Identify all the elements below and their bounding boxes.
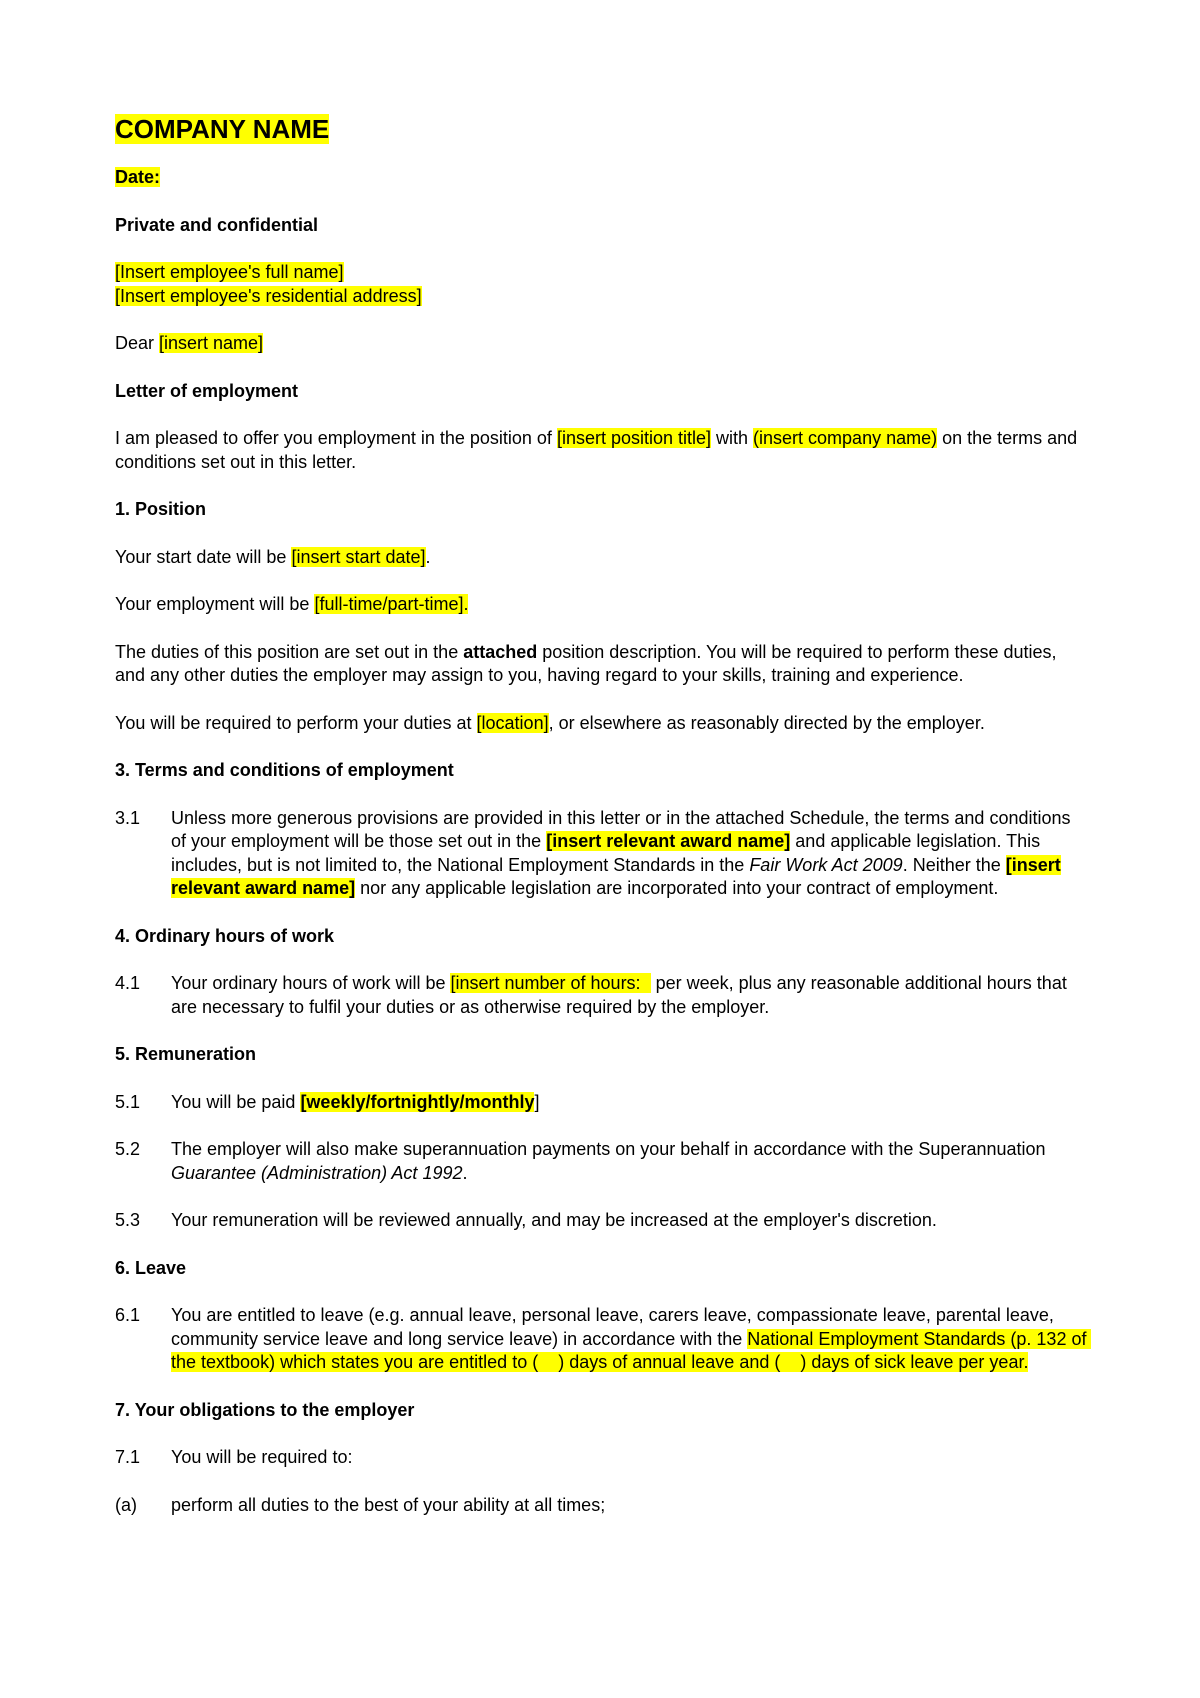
clause-5-3 — [115, 1209, 1090, 1233]
date-line: Date: — [115, 167, 161, 187]
clause-4-1 — [115, 972, 1090, 1019]
section-heading-leave: 6. Leave — [115, 1257, 187, 1278]
start-date-paragraph: Your start date will be [insert start date]. — [115, 546, 431, 567]
clause-5-1 — [115, 1091, 1090, 1115]
position-title-placeholder: [insert position title] — [556, 428, 712, 448]
section-heading-remuneration: 5. Remuneration — [115, 1044, 257, 1064]
clause-text: You will be required to: — [171, 1447, 353, 1467]
letter-title: Letter of employment — [115, 380, 299, 401]
clause-text: Your remuneration will be reviewed annually, and may be increased at the employer's discretion. — [171, 1210, 937, 1230]
award-name-placeholder: [insert relevant award name] — [546, 831, 791, 851]
company-name-placeholder: (insert company name) — [753, 428, 938, 448]
clause-text: You are entitled to leave (e.g. annual leave, personal leave, carers leave, compassionate leave, parental leave, community service leave and long service leave) in accordance with the National Employment Standards (p. 132 of the textbook) which states you are entitled to ( ) days of annual leave and ( ) days of sick leave per year. — [171, 1305, 1092, 1372]
clause-number: 5.2 — [115, 1139, 141, 1159]
employee-full-name: [Insert employee's full name] — [115, 262, 344, 282]
clause-number: 5.3 — [115, 1210, 141, 1230]
start-date-placeholder: [insert start date] — [291, 546, 426, 567]
section-heading-hours: 4. Ordinary hours of work — [115, 925, 335, 946]
clause-5-2 — [115, 1138, 1090, 1185]
clause-number: (a) — [115, 1494, 137, 1515]
clause-text: perform all duties to the best of your ability at all times; — [171, 1494, 606, 1515]
employment-type-placeholder: [full-time/part-time]. — [314, 594, 469, 614]
clause-number: 5.1 — [115, 1091, 141, 1112]
letter-body — [115, 114, 1090, 1541]
clause-number: 6.1 — [115, 1305, 141, 1325]
employee-address-block — [115, 261, 1090, 308]
clause-number: 4.1 — [115, 973, 141, 993]
section-heading-terms: 3. Terms and conditions of employment — [115, 760, 454, 780]
clause-7-1 — [115, 1446, 1090, 1470]
clause-number: 7.1 — [115, 1447, 141, 1467]
employment-type-paragraph: Your employment will be [full-time/part-time]. — [115, 594, 469, 614]
section-heading-obligations: 7. Your obligations to the employer — [115, 1399, 415, 1420]
clause-text: You will be paid [weekly/fortnightly/monthly] — [171, 1091, 540, 1112]
intro-paragraph: I am pleased to offer you employment in the position of [insert position title] with (insert company name) on the terms and conditions set out in this letter. — [115, 428, 1078, 472]
company-name: COMPANY NAME — [115, 114, 330, 144]
employee-address: [Insert employee's residential address] — [115, 285, 422, 306]
clause-text: Unless more generous provisions are provided in this letter or in the attached Schedule, the terms and conditions of your employment will be those set out in the [insert relevant award name] and applicable legislation. This includes, but is not limited to, the National Employment Standards in the Fair Work Act 2009. Neither the [insert relevant award name] nor any applicable legislation are incorporated into your contract of employment. — [171, 807, 1071, 898]
duties-paragraph: The duties of this position are set out in the attached position description. You will be required to perform these duties, and any other duties the employer may assign to you, having regard to your skills, training and experience. — [115, 641, 1057, 685]
hours-placeholder: [insert number of hours: — [450, 973, 651, 993]
clause-text: Your ordinary hours of work will be [insert number of hours: per week, plus any reasonable additional hours that are necessary to fulfil your duties or as otherwise required by the employer. — [171, 973, 1067, 1017]
clause-text: The employer will also make superannuation payments on your behalf in accordance with the Superannuation Guarantee (Administration) Act 1992. — [171, 1139, 1046, 1183]
pay-frequency-placeholder: [weekly/fortnightly/monthly — [300, 1091, 535, 1112]
nes-placeholder: National Employment Standards (p. 132 of the textbook) which states you are entitled to ( ) days of annual leave and ( ) days of sick leave per year. — [171, 1328, 1092, 1372]
clause-6-1 — [115, 1304, 1090, 1375]
salutation: Dear [insert name] — [115, 333, 264, 353]
award-name-placeholder: [insert relevant award name] — [171, 854, 1061, 898]
salutation-name: [insert name] — [159, 333, 264, 353]
clause-3-1 — [115, 807, 1090, 901]
confidential-label: Private and confidential — [115, 214, 319, 235]
location-placeholder: [location] — [476, 712, 549, 733]
location-paragraph: You will be required to perform your duties at [location], or elsewhere as reasonably directed by the employer. — [115, 712, 985, 733]
clause-7-1-a — [115, 1494, 1090, 1518]
section-heading-position: 1. Position — [115, 499, 207, 519]
clause-number: 3.1 — [115, 807, 141, 828]
